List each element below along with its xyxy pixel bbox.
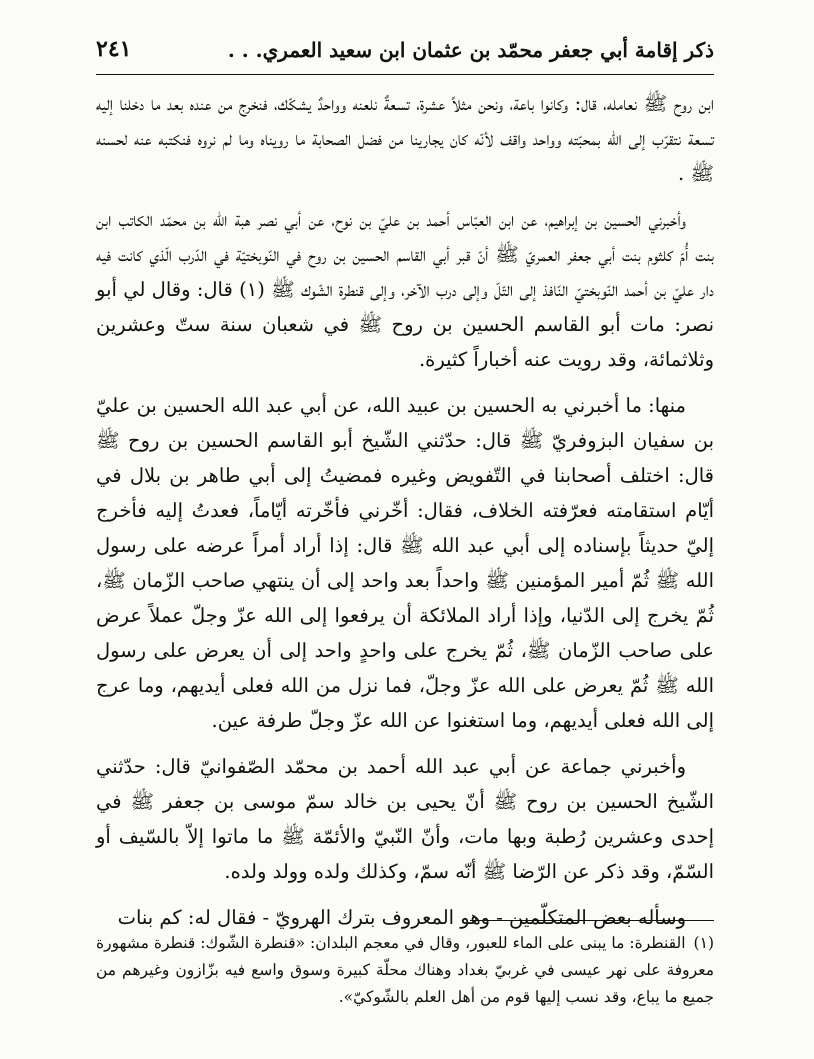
paragraph: وأخبرني جماعة عن أبي عبد الله أحمد بن محمّد الصّفوانيّ قال: حدّثني الشّيخ الحسين بن روح ﷺ أنّ يحيى بن خالد سمّ موسى بن جعفر ﷺ في إحدى وعشرين رُطبة وبها مات، وأنّ النّبيّ والأئمّة ﷺ ما ماتوا إلاّ بالسّيف أو السّمّ، وقد ذكر عن الرّضا ﷺ أنّه سمّ، وكذلك ولده وولد ولده.	[96, 755, 714, 883]
paragraph: ابن روح ﷺ نعامله، قال: وكانوا باعة، ونحن مثلاً عشرة، تسعةٌ نلعنه وواحدٌ يشكّك، فنخرج من عنده بعد ما دخلنا إليه تسعة نتقرّب إلى الله بمحبّته وواحد واقف لأنّه كان يجارينا من فضل الصحابة ما رويناه وما لم نروه فنكتبه عنه لحسنه ﷺ .	[96, 92, 714, 185]
paragraph: وسأله بعض المتكلّمين - وهو المعروف بترك الهرويّ - فقال له: كم بنات	[117, 906, 686, 929]
footnote	[96, 930, 714, 1011]
footnote-marker: (١)	[693, 934, 714, 952]
footnote-text: القنطرة: ما يبنى على الماء للعبور، وقال في معجم البلدان: «قنطرة الشّوك: قنطرة مشهورة معروفة على نهر عيسى في غربيّ بغداد وهناك محلّة كبيرة وسوق واسع فيه بزّازون وغيرهم من جميع ما يباع، وقد نسب إليها قوم من أهل العلم بالشّوكيّ».	[96, 934, 714, 1006]
footnote-separator	[470, 920, 714, 921]
main-text	[96, 86, 714, 946]
page-number: ٢٤١	[96, 36, 132, 62]
chapter-title: ذكر إقامة أبي جعفر محمّد بن عثمان ابن سعيد العمري. . .	[227, 38, 714, 62]
paragraph: منها: ما أخبرني به الحسين بن عبيد الله، عن أبي عبد الله الحسين بن عليّ بن سفيان البزوفريّ ﷺ قال: حدّثني الشّيخ أبو القاسم الحسين بن روح ﷺ قال: اختلف أصحابنا في التّفويض وغيره فمضيتُ إلى أبي طاهر بن بلال في أيّام استقامته فعرّفته الخلاف، فقال: أخّرني فأخّرته أيّاماً، فعدتُ إليه فأخرج إليّ حديثاً بإسناده إلى أبي عبد الله ﷺ قال: إذا أراد أمراً عرضه على رسول الله ﷺ ثُمّ أمير المؤمنين ﷺ واحداً بعد واحد إلى أن ينتهي صاحب الزّمان ﷺ، ثُمّ يخرج إلى الدّنيا، وإذا أراد الملائكة أن يرفعوا إلى الله عزّ وجلّ عملاً عرض على صاحب الزّمان ﷺ، ثُمّ يخرج على واحدٍ واحد إلى أن يعرض على رسول الله ﷺ ثُمّ يعرض على الله عزّ وجلّ، فما نزل من الله فعلى أيديهم، وما عرج إلى الله فعلى أيديهم، وما استغنوا عن الله عزّ وجلّ طرفة عين.	[96, 394, 714, 732]
running-header	[96, 34, 714, 75]
paragraph: وأخبرني الحسين بن إبراهيم، عن ابن العبّاس أحمد بن عليّ بن نوح، عن أبي نصر هبة الله بن محمّد الكاتب ابن بنت أُمّ كلثوم بنت أبي جعفر العمريّ ﷺ أنّ قبر أبي القاسم الحسين بن روح في النّوبختيّة في الدّرب الّذي كانت فيه دار عليّ بن أحمد النّوبختيّ النّافذ إلى التّلّ وإلى درب الآخر، وإلى قنطرة الشّوك ﷺ (١) قال: وقال لي أبو نصر: مات أبو القاسم الحسين بن روح ﷺ في شعبان سنة ستّ وعشرين وثلاثمائة، وقد رويت عنه أخباراً كثيرة.	[96, 208, 714, 371]
